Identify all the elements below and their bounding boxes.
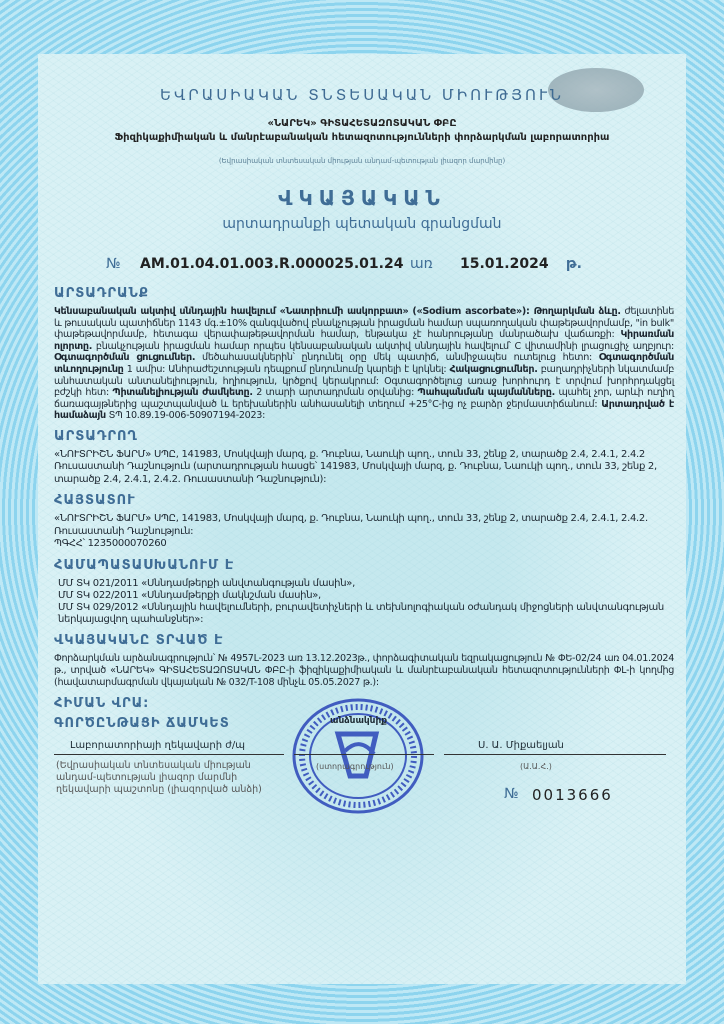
product-field-text: ՏՊ 10.89.19-006-50907194-2023:: [105, 410, 265, 422]
product-field-label: Պիտանելիության ժամկետը.: [112, 387, 253, 399]
signature-block: [54, 696, 674, 824]
basis-heading: ՀԻՄԱՆ ՎՐԱ:: [54, 695, 150, 711]
product-field-label: Օգտագործման ցուցումներ.: [54, 352, 196, 364]
product-field-label: Կիրառման ոլորտը.: [54, 329, 674, 352]
product-field-text: 1 ամիս: Անհրաժեշտության դեպքում ընդունումը կարելի է կրկնել:: [123, 363, 450, 375]
laboratory-name: Ֆիզիկաքիմիական և մանրէաբանական հետազոտությունների փորձարկման լաբորատորիա: [114, 132, 610, 143]
conformity-line: ՄՄ ՏԿ 021/2011 «Սննդամթերքի անվտանգության մասին»,: [58, 577, 355, 589]
conformity-heading: ՀԱՄԱՊԱՏԱՍԽԱՆՈՒՄ Է: [54, 557, 235, 573]
product-heading: ԱՐՏԱԴՐԱՆՔ: [54, 286, 149, 301]
position-note: (Եվրասիական տնտեսական միության անդամ-պետության լիազոր մարմնի ղեկավարի պաշտոնը (լիազորված անձի): [56, 759, 262, 795]
applicant-text: «ՆՈՒՏՐԻՇՆ ՖԱՐՄ» ՍՊԸ, 141983, Մոսկվայի մարզ, ք. Դուբնա, Նաուկի պող., տուն 33, շենք 2, տարածք 2.4, 2.4.1, 2.4.2. Ռուսաստանի Դաշնություն:: [54, 513, 648, 537]
product-field-label: Հակացուցումներ.: [449, 363, 538, 375]
product-field-text: ժելատինե և թուսական պատիճներ 1143 մգ.±10% զանգվածով բնակչության իրացման համար սպառողական փաթեթավորմամբ, "in bulk" փաթեթավորմամբ, հետագա վերափաթեթավորման համար, ենթակա չէ հանրությանը մանրածախ վաճառքի:: [54, 306, 674, 341]
authority-note: (Եվրասիական տնտեսական միության անդամ-պետության լիազոր մարմինը): [218, 157, 506, 165]
conformity-line: ՄՄ ՏԿ 029/2012 «Սննդային հավելումների, բուրավետիչների և տեխնոլոգիական օժանդակ միջոցների անվտանգության ներկայացվող պահանջներ»:: [58, 601, 664, 625]
signer-position: Լաբորատորիայի ղեկավարի ժ/պ: [70, 739, 245, 751]
product-field-text: բաղադրիչների նկատմամբ անհատական անտանելիություն, հղիություն, կրծքով կերակրում: Օգտագործելուց առաջ խորհուրդ է տրվում խորհրդակցել բժշկի հետ:: [54, 363, 674, 399]
organization-name: «ՆԱՐԵԿ» ԳԻՏԱՀԵՏԱԶՈՏԱԿԱՆ ՓԲԸ: [267, 118, 457, 129]
product-field-label: Կենսաբանական ակտիվ սննդային հավելում «Նատրիումի ասկորբատ» («Sodium ascorbate»):: [54, 306, 534, 317]
signer-name: Ս. Ա. Միքաելյան: [478, 739, 564, 751]
certificate-date: 15.01.2024: [460, 256, 549, 272]
serial-number: 0013666: [532, 785, 613, 804]
manufacturer-heading: ԱՐՏԱԴՐՈՂ: [54, 428, 138, 444]
conformity-list: [54, 578, 674, 626]
product-field-text: 2 տարի արտադրման օրվանից:: [252, 387, 418, 399]
issued-text: Փորձարկման արձանագրություն՝ № 4957L-2023 առ 13.12.2023թ., փորձագիտական եզրակացություն № ՓԵ-02/24 առ 04.01.2024 թ., տրված «ՆԱՐԵԿ» ԳԻՏԱՀԵՏԱԶՈՏԱԿԱՆ ՓԲԸ-ի ֆիզիկաքիմիական և մանրէաբանական հետազոտությունների ՓԼ-ի կողմից (հավատարմագրման վկայական № 032/T-108 մինչև 05.05.2027 թ.):: [54, 652, 674, 688]
name-note: (Ա.Ա.Հ.): [520, 761, 552, 771]
product-field-label: Օգտագործման տևողությունը: [54, 352, 674, 375]
applicant-reg-number: ՊԳՀՀ՝ 1235000070260: [54, 538, 167, 550]
conformity-line: ՄՄ ՏԿ 022/2011 «Սննդամթերքի մակնշման մասին»,: [58, 589, 321, 601]
product-field-label: Պահպանման պայմանները.: [417, 387, 555, 399]
certificate-title: ՎԿԱՅԱԿԱՆ: [278, 186, 446, 210]
product-description: [54, 306, 674, 422]
date-prefix: առ: [410, 256, 433, 272]
signature-note: (ստորագրություն): [316, 761, 394, 771]
certificate-subtitle: արտադրանքի պետական գրանցման: [222, 216, 502, 232]
union-title: ԵՎՐԱՍԻԱԿԱՆ ՏՆՏԵՍԱԿԱՆ ՄԻՈՒԹՅՈՒՆ: [160, 86, 564, 104]
certificate-body: [54, 286, 674, 824]
product-field-text: բնակչության իրացման համար որպես կենսաբանական ակտիվ սննդային հավելում՝ C վիտամինի լրացուցիչ աղբյուր:: [92, 340, 674, 352]
product-field-text: պահել չոր, արևի ուղիղ ճառագայթներից պաշտպանված և երեխաներին անհասանելի տեղում +25°C-ից ոչ բարձր ջերմաստիճանում:: [54, 387, 674, 410]
date-suffix: թ.: [566, 256, 582, 272]
serial-sign: №: [504, 785, 519, 802]
product-field-text: մեծահասակներին՝ ընդունել օրը մեկ պատիճ, անմիջապես ուտելուց հետո:: [195, 352, 599, 364]
stamp-label: անձնակնիք: [330, 715, 388, 726]
number-sign: №: [106, 256, 121, 272]
product-field-label: Թողարկման ձևը.: [533, 306, 621, 317]
director-heading: ԳՈՐԾԸՆԹԱՑԻ ՃԱՄԿԵՏ: [54, 715, 230, 731]
product-field-label: Արտադրված է համաձայն: [54, 398, 674, 422]
applicant-heading: ՀԱՅՏԱՏՈՒ: [54, 493, 136, 509]
certificate-number: AM.01.04.01.003.R.000025.01.24: [140, 256, 404, 272]
manufacturer-text: «ՆՈՒՏՐԻՇՆ ՖԱՐՄ» ՍՊԸ, 141983, Մոսկվայի մարզ, ք. Դուբնա, Նաուկի պող., տուն 33, շենք 2, տարածք 2.4, 2.4.1, 2.4.2 Ռուսաստանի Դաշնություն (արտադրության հասցե՝ 141983, Մոսկվայի մարզ, ք. Դուբնա, Նաուկի պող., տուն 33, շենք 2, տարածք 2.4, 2.4.1, 2.4.2. Ռուսաստանի Դաշնություն):: [54, 448, 657, 485]
official-stamp: [290, 696, 426, 816]
issued-heading: ՎԿԱՅԱԿԱՆԸ ՏՐՎԱԾ Է: [54, 632, 224, 648]
